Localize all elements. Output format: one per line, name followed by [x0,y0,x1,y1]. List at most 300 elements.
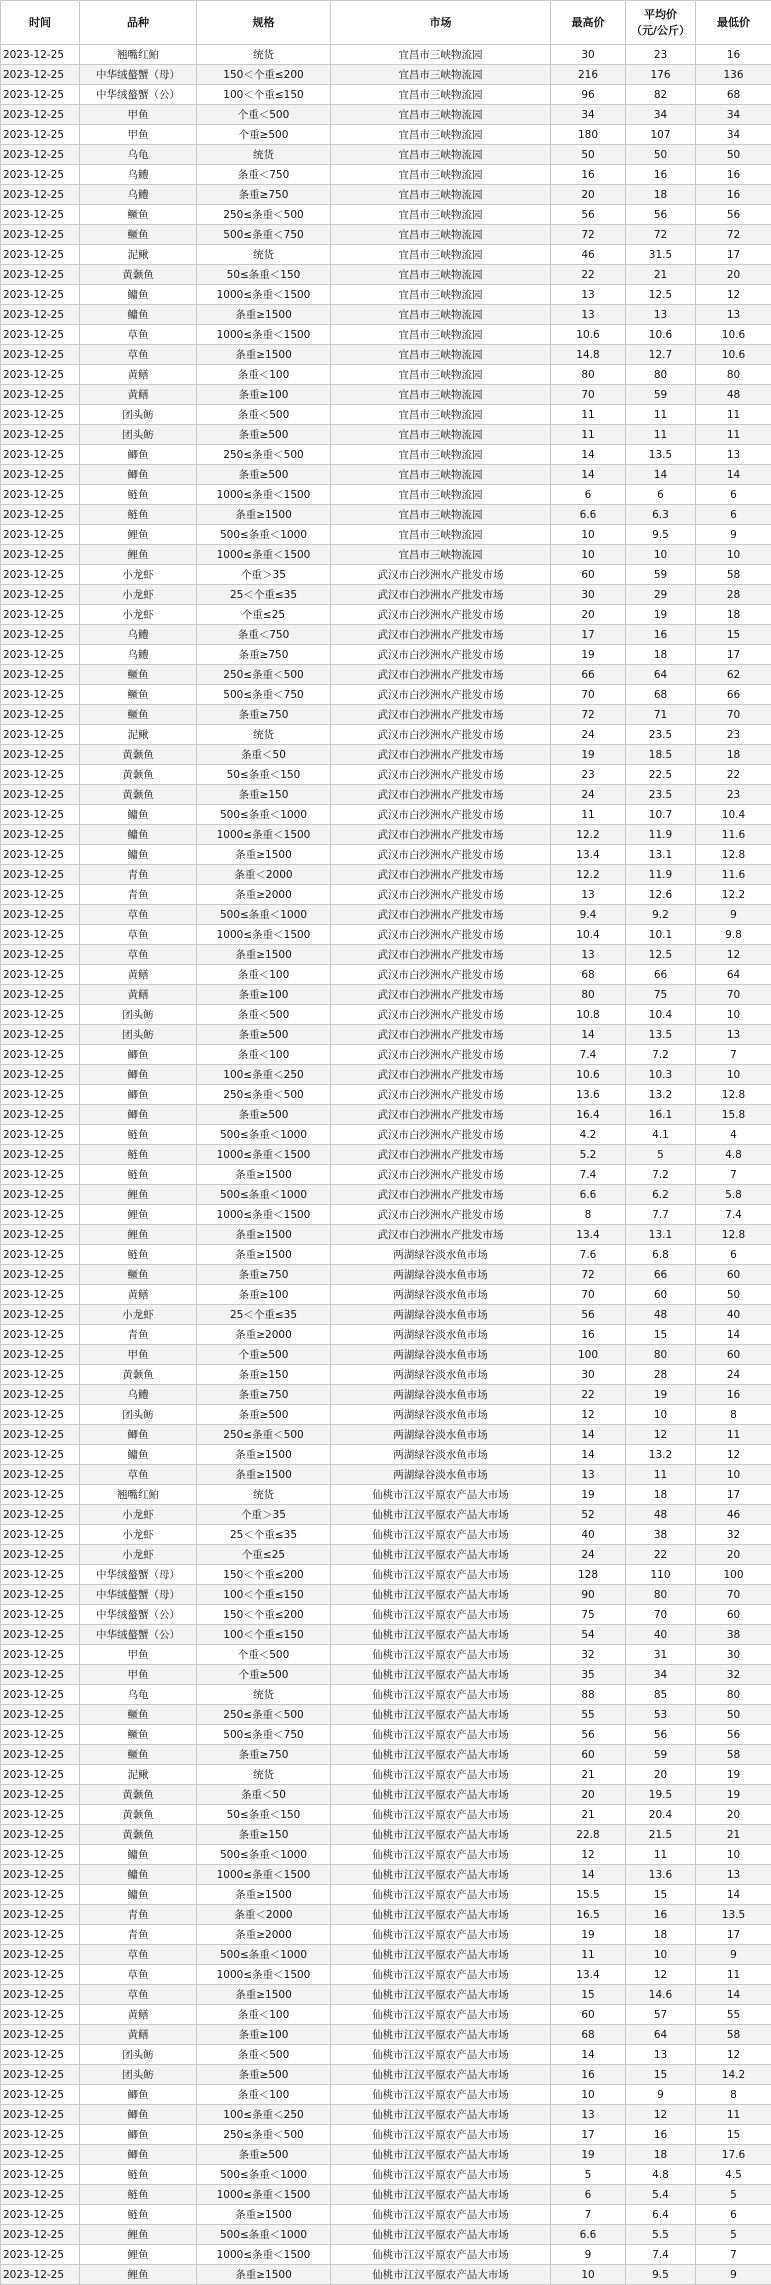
cell-avg: 11 [626,425,696,445]
cell-avg: 5 [626,1145,696,1165]
table-row [1,1925,771,1945]
table-row [1,685,771,705]
cell-min: 14 [696,465,771,485]
table-row [1,105,771,125]
table-row [1,2105,771,2125]
cell-spec: 条重≥750 [197,645,331,665]
cell-min: 23 [696,725,771,745]
table-row [1,265,771,285]
cell-date: 2023-12-25 [1,185,80,205]
cell-spec: 条重＜100 [197,2085,331,2105]
table-row [1,1225,771,1245]
cell-max: 9.4 [551,905,626,925]
cell-min: 13 [696,1865,771,1885]
cell-market: 仙桃市江汉平原农产品大市场 [331,2245,551,2265]
cell-breed: 鲢鱼 [80,485,197,505]
cell-max: 10 [551,2265,626,2285]
table-row [1,745,771,765]
cell-spec: 条重≥1500 [197,945,331,965]
cell-date: 2023-12-25 [1,905,80,925]
cell-spec: 150＜个重≤200 [197,1605,331,1625]
cell-spec: 条重≥500 [197,465,331,485]
cell-date: 2023-12-25 [1,45,80,65]
cell-avg: 12.6 [626,885,696,905]
cell-date: 2023-12-25 [1,965,80,985]
cell-avg: 59 [626,565,696,585]
cell-spec: 条重＜100 [197,965,331,985]
cell-max: 14 [551,465,626,485]
cell-avg: 56 [626,1725,696,1745]
table-row [1,805,771,825]
cell-spec: 100＜个重≤150 [197,1625,331,1645]
cell-date: 2023-12-25 [1,345,80,365]
cell-max: 14 [551,2045,626,2065]
cell-market: 宜昌市三峡物流园 [331,145,551,165]
cell-spec: 25＜个重≤35 [197,1525,331,1545]
cell-breed: 鲫鱼 [80,1085,197,1105]
cell-avg: 6.8 [626,1245,696,1265]
cell-date: 2023-12-25 [1,885,80,905]
cell-spec: 条重≥750 [197,705,331,725]
cell-breed: 鲤鱼 [80,1205,197,1225]
cell-spec: 条重≥100 [197,985,331,1005]
cell-breed: 鲢鱼 [80,1165,197,1185]
cell-spec: 条重＜750 [197,165,331,185]
cell-spec: 个重≤25 [197,605,331,625]
cell-spec: 1000≤条重＜1500 [197,2245,331,2265]
cell-date: 2023-12-25 [1,205,80,225]
cell-max: 17 [551,2125,626,2145]
cell-max: 16 [551,2065,626,2085]
cell-spec: 条重＜50 [197,1785,331,1805]
cell-min: 9 [696,905,771,925]
cell-min: 50 [696,1285,771,1305]
cell-breed: 鲢鱼 [80,1125,197,1145]
cell-breed: 团头鲂 [80,2045,197,2065]
cell-max: 60 [551,2005,626,2025]
table-row [1,865,771,885]
cell-market: 仙桃市江汉平原农产品大市场 [331,1585,551,1605]
cell-min: 12.2 [696,885,771,905]
cell-avg: 6.2 [626,1185,696,1205]
cell-date: 2023-12-25 [1,245,80,265]
table-row [1,1785,771,1805]
cell-date: 2023-12-25 [1,105,80,125]
cell-breed: 鳙鱼 [80,805,197,825]
cell-max: 11 [551,425,626,445]
cell-max: 21 [551,1765,626,1785]
cell-market: 仙桃市江汉平原农产品大市场 [331,2145,551,2165]
cell-max: 13 [551,285,626,305]
cell-breed: 甲鱼 [80,1665,197,1685]
cell-spec: 1000≤条重＜1500 [197,2185,331,2205]
cell-max: 13.4 [551,845,626,865]
cell-market: 仙桃市江汉平原农产品大市场 [331,2205,551,2225]
table-row [1,85,771,105]
cell-date: 2023-12-25 [1,1565,80,1585]
cell-min: 56 [696,205,771,225]
cell-spec: 条重≥500 [197,1105,331,1125]
cell-breed: 草鱼 [80,1965,197,1985]
cell-avg: 6.4 [626,2205,696,2225]
header-avg [626,1,696,45]
cell-avg: 64 [626,2025,696,2045]
table-row [1,765,771,785]
table-row [1,905,771,925]
cell-breed: 鲫鱼 [80,2105,197,2125]
cell-min: 23 [696,785,771,805]
cell-breed: 黄颡鱼 [80,745,197,765]
cell-market: 仙桃市江汉平原农产品大市场 [331,2165,551,2185]
cell-avg: 19.5 [626,1785,696,1805]
cell-market: 宜昌市三峡物流园 [331,485,551,505]
cell-breed: 鲤鱼 [80,545,197,565]
cell-min: 11.6 [696,865,771,885]
cell-spec: 1000≤条重＜1500 [197,825,331,845]
cell-avg: 14 [626,465,696,485]
cell-date: 2023-12-25 [1,1265,80,1285]
cell-spec: 250≤条重＜500 [197,1425,331,1445]
cell-avg: 10.1 [626,925,696,945]
cell-avg: 59 [626,1745,696,1765]
cell-spec: 100≤条重＜250 [197,2105,331,2125]
cell-min: 80 [696,1685,771,1705]
cell-date: 2023-12-25 [1,2245,80,2265]
cell-breed: 团头鲂 [80,425,197,445]
cell-date: 2023-12-25 [1,1485,80,1505]
cell-date: 2023-12-25 [1,525,80,545]
cell-min: 21 [696,1825,771,1845]
cell-market: 武汉市白沙洲水产批发市场 [331,845,551,865]
cell-max: 34 [551,105,626,125]
cell-max: 72 [551,705,626,725]
cell-spec: 条重≥500 [197,2065,331,2085]
cell-avg: 13.5 [626,445,696,465]
cell-date: 2023-12-25 [1,705,80,725]
cell-spec: 150＜个重≤200 [197,1565,331,1585]
cell-breed: 鲢鱼 [80,1145,197,1165]
table-row [1,465,771,485]
cell-spec: 条重≥1500 [197,1225,331,1245]
cell-max: 20 [551,185,626,205]
cell-max: 23 [551,765,626,785]
cell-avg: 10 [626,545,696,565]
cell-max: 5.2 [551,1145,626,1165]
cell-market: 宜昌市三峡物流园 [331,365,551,385]
cell-market: 武汉市白沙洲水产批发市场 [331,745,551,765]
cell-breed: 青鱼 [80,865,197,885]
cell-spec: 条重≥500 [197,1405,331,1425]
cell-avg: 56 [626,205,696,225]
cell-avg: 9.5 [626,525,696,545]
cell-avg: 70 [626,1605,696,1625]
cell-avg: 21.5 [626,1825,696,1845]
table-row [1,1085,771,1105]
cell-min: 38 [696,1625,771,1645]
table-row [1,1965,771,1985]
cell-spec: 条重≥1500 [197,345,331,365]
cell-date: 2023-12-25 [1,725,80,745]
cell-min: 6 [696,505,771,525]
cell-avg: 53 [626,1705,696,1725]
cell-avg: 7.7 [626,1205,696,1225]
cell-date: 2023-12-25 [1,1185,80,1205]
cell-market: 武汉市白沙洲水产批发市场 [331,705,551,725]
cell-max: 10.8 [551,1005,626,1025]
cell-spec: 条重≥2000 [197,885,331,905]
cell-spec: 条重≥1500 [197,1465,331,1485]
table-row [1,825,771,845]
table-row [1,605,771,625]
cell-market: 武汉市白沙洲水产批发市场 [331,1085,551,1105]
cell-max: 24 [551,785,626,805]
cell-spec: 150＜个重≤200 [197,65,331,85]
table-body [1,45,771,2285]
cell-avg: 9.5 [626,2265,696,2285]
cell-spec: 条重≥500 [197,2145,331,2165]
cell-date: 2023-12-25 [1,1665,80,1685]
cell-market: 武汉市白沙洲水产批发市场 [331,1165,551,1185]
cell-market: 两湖绿谷淡水鱼市场 [331,1285,551,1305]
cell-min: 12 [696,285,771,305]
cell-market: 仙桃市江汉平原农产品大市场 [331,1685,551,1705]
cell-spec: 个重≥500 [197,125,331,145]
cell-market: 仙桃市江汉平原农产品大市场 [331,1965,551,1985]
cell-avg: 18 [626,645,696,665]
cell-avg: 82 [626,85,696,105]
cell-breed: 小龙虾 [80,565,197,585]
cell-max: 5 [551,2165,626,2185]
cell-avg: 59 [626,385,696,405]
cell-spec: 250≤条重＜500 [197,1085,331,1105]
table-row [1,1305,771,1325]
table-row [1,1145,771,1165]
cell-date: 2023-12-25 [1,625,80,645]
table-row [1,1665,771,1685]
cell-breed: 鲢鱼 [80,1245,197,1265]
table-row [1,125,771,145]
cell-spec: 条重≥1500 [197,2265,331,2285]
header-date: 时间 [1,1,80,45]
cell-date: 2023-12-25 [1,1885,80,1905]
cell-breed: 中华绒螯蟹（公） [80,1625,197,1645]
cell-market: 宜昌市三峡物流园 [331,505,551,525]
cell-date: 2023-12-25 [1,645,80,665]
cell-breed: 鳙鱼 [80,1885,197,1905]
table-row [1,1205,771,1225]
cell-market: 两湖绿谷淡水鱼市场 [331,1325,551,1345]
cell-min: 34 [696,125,771,145]
cell-avg: 5.5 [626,2225,696,2245]
cell-spec: 个重≥500 [197,1345,331,1365]
cell-date: 2023-12-25 [1,1285,80,1305]
table-row [1,2205,771,2225]
cell-avg: 10.3 [626,1065,696,1085]
cell-breed: 鲤鱼 [80,1185,197,1205]
cell-date: 2023-12-25 [1,1365,80,1385]
cell-breed: 黄颡鱼 [80,1785,197,1805]
cell-breed: 鳙鱼 [80,1845,197,1865]
table-row [1,1905,771,1925]
cell-breed: 黄颡鱼 [80,1805,197,1825]
cell-avg: 20.4 [626,1805,696,1825]
cell-max: 24 [551,725,626,745]
table-row [1,1025,771,1045]
cell-breed: 黄鳝 [80,385,197,405]
cell-breed: 鳜鱼 [80,665,197,685]
cell-market: 仙桃市江汉平原农产品大市场 [331,1505,551,1525]
cell-breed: 鳙鱼 [80,1445,197,1465]
table-row [1,505,771,525]
cell-avg: 12.5 [626,285,696,305]
cell-market: 两湖绿谷淡水鱼市场 [331,1425,551,1445]
table-row [1,2145,771,2165]
cell-breed: 泥鳅 [80,725,197,745]
cell-market: 武汉市白沙洲水产批发市场 [331,645,551,665]
cell-min: 17.6 [696,2145,771,2165]
cell-avg: 13.2 [626,1445,696,1465]
header-spec: 规格 [197,1,331,45]
cell-market: 仙桃市江汉平原农产品大市场 [331,1665,551,1685]
cell-avg: 13 [626,2045,696,2065]
cell-market: 仙桃市江汉平原农产品大市场 [331,1745,551,1765]
cell-avg: 15 [626,2065,696,2085]
cell-breed: 鲫鱼 [80,2085,197,2105]
cell-avg: 10 [626,1945,696,1965]
cell-market: 仙桃市江汉平原农产品大市场 [331,1605,551,1625]
cell-market: 宜昌市三峡物流园 [331,185,551,205]
cell-min: 4.8 [696,1145,771,1165]
cell-avg: 23.5 [626,725,696,745]
cell-market: 仙桃市江汉平原农产品大市场 [331,2125,551,2145]
cell-market: 仙桃市江汉平原农产品大市场 [331,1805,551,1825]
cell-date: 2023-12-25 [1,1825,80,1845]
cell-spec: 条重≥2000 [197,1925,331,1945]
cell-min: 28 [696,585,771,605]
cell-spec: 个重≥500 [197,1665,331,1685]
cell-min: 10 [696,1845,771,1865]
cell-date: 2023-12-25 [1,1645,80,1665]
cell-breed: 鲢鱼 [80,2185,197,2205]
cell-breed: 团头鲂 [80,1005,197,1025]
cell-min: 11 [696,1965,771,1985]
cell-avg: 40 [626,1625,696,1645]
cell-market: 仙桃市江汉平原农产品大市场 [331,1945,551,1965]
cell-min: 9 [696,2265,771,2285]
cell-spec: 统货 [197,1685,331,1705]
table-row [1,1185,771,1205]
cell-date: 2023-12-25 [1,85,80,105]
cell-date: 2023-12-25 [1,1425,80,1445]
cell-max: 35 [551,1665,626,1685]
table-row [1,1625,771,1645]
cell-max: 13 [551,305,626,325]
cell-date: 2023-12-25 [1,1545,80,1565]
cell-date: 2023-12-25 [1,385,80,405]
cell-avg: 7.2 [626,1045,696,1065]
cell-max: 32 [551,1645,626,1665]
cell-max: 17 [551,625,626,645]
cell-market: 武汉市白沙洲水产批发市场 [331,725,551,745]
table-row [1,225,771,245]
cell-breed: 中华绒螯蟹（母） [80,65,197,85]
cell-avg: 14.6 [626,1985,696,2005]
cell-spec: 250≤条重＜500 [197,1705,331,1725]
table-row [1,2025,771,2045]
cell-market: 仙桃市江汉平原农产品大市场 [331,1525,551,1545]
table-row [1,985,771,1005]
cell-max: 96 [551,85,626,105]
cell-market: 武汉市白沙洲水产批发市场 [331,1105,551,1125]
cell-avg: 18 [626,1485,696,1505]
cell-date: 2023-12-25 [1,1965,80,1985]
cell-date: 2023-12-25 [1,1905,80,1925]
cell-date: 2023-12-25 [1,1785,80,1805]
cell-avg: 48 [626,1505,696,1525]
cell-spec: 条重≥100 [197,1285,331,1305]
table-row [1,1825,771,1845]
cell-breed: 中华绒螯蟹（公） [80,1605,197,1625]
cell-breed: 青鱼 [80,1325,197,1345]
cell-min: 80 [696,365,771,385]
cell-market: 宜昌市三峡物流园 [331,425,551,445]
cell-spec: 500≤条重＜1000 [197,1185,331,1205]
cell-avg: 85 [626,1685,696,1705]
cell-breed: 草鱼 [80,1465,197,1485]
table-row [1,965,771,985]
cell-spec: 条重≥100 [197,2025,331,2045]
cell-market: 仙桃市江汉平原农产品大市场 [331,1825,551,1845]
cell-avg: 34 [626,105,696,125]
cell-market: 宜昌市三峡物流园 [331,205,551,225]
table-row [1,2045,771,2065]
cell-spec: 500≤条重＜1000 [197,805,331,825]
table-row [1,1325,771,1345]
header-unit: （元/公斤） [628,23,693,39]
header-max: 最高价 [551,1,626,45]
cell-spec: 条重≥1500 [197,1885,331,1905]
cell-max: 68 [551,2025,626,2045]
table-row [1,625,771,645]
cell-market: 武汉市白沙洲水产批发市场 [331,1045,551,1065]
cell-spec: 500≤条重＜750 [197,685,331,705]
table-row [1,145,771,165]
cell-avg: 22 [626,1545,696,1565]
cell-avg: 71 [626,705,696,725]
cell-avg: 10 [626,1405,696,1425]
cell-spec: 条重≥1500 [197,2205,331,2225]
cell-breed: 团头鲂 [80,1025,197,1045]
cell-avg: 107 [626,125,696,145]
table-row [1,1285,771,1305]
cell-min: 7 [696,1165,771,1185]
cell-min: 7 [696,1045,771,1065]
cell-max: 6.6 [551,505,626,525]
cell-date: 2023-12-25 [1,765,80,785]
cell-market: 武汉市白沙洲水产批发市场 [331,885,551,905]
cell-avg: 11 [626,405,696,425]
cell-spec: 500≤条重＜750 [197,1725,331,1745]
cell-min: 72 [696,225,771,245]
cell-breed: 鳜鱼 [80,705,197,725]
cell-date: 2023-12-25 [1,1005,80,1025]
cell-avg: 75 [626,985,696,1005]
cell-min: 24 [696,1365,771,1385]
cell-breed: 鲫鱼 [80,1045,197,1065]
cell-spec: 500≤条重＜1000 [197,905,331,925]
cell-max: 13 [551,2105,626,2125]
cell-market: 武汉市白沙洲水产批发市场 [331,905,551,925]
